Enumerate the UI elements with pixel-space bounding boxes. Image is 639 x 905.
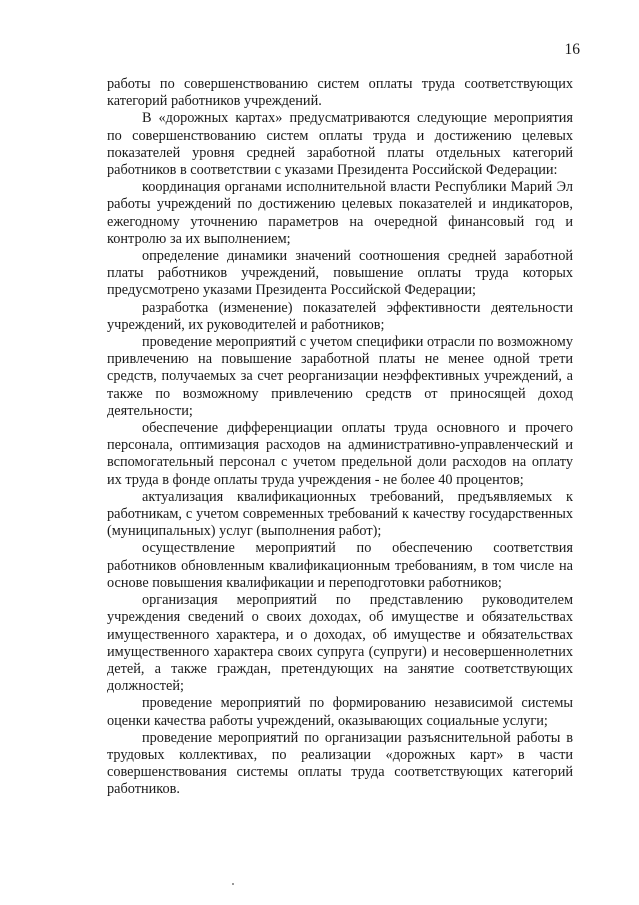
paragraph-continuation: работы по совершенствованию систем оплаты труда соответствующих категорий работников учреждений. — [107, 76, 573, 110]
body-text — [107, 76, 573, 799]
paragraph-funding-measures: проведение мероприятий с учетом специфики отрасли по возможному привлечению на повышение заработной платы не менее одной трети средств, получаемых за счет реорганизации неэффективных учреждений, а также по возможному привлечению средств от приносящей доход деятельности; — [107, 334, 573, 419]
paragraph-pay-differentiation: обеспечение дифференциации оплаты труда основного и прочего персонала, оптимизация расходов на административно-управленческий и вспомогательный персонал с учетом предельной доли расходов на оплату их труда в фонде оплаты труда учреждения - не более 40 процентов; — [107, 420, 573, 488]
paragraph-coordination: координация органами исполнительной власти Республики Марий Эл работы учреждений по достижению целевых показателей и индикаторов, ежегодному уточнению параметров на очередной финансовый год и контролю за их выполнением; — [107, 179, 573, 247]
paragraph-performance-indicators: разработка (изменение) показателей эффективности деятельности учреждений, их руководителей и работников; — [107, 299, 573, 333]
paragraph-qualification-compliance: осуществление мероприятий по обеспечению соответствия работников обновленным квалификационным требованиям, в том числе на основе повышения квалификации и переподготовки работников; — [107, 540, 573, 591]
paragraph-quality-assessment: проведение мероприятий по формированию независимой системы оценки качества работы учреждений, оказывающих социальные услуги; — [107, 695, 573, 729]
scan-artifact-dot — [232, 883, 234, 885]
paragraph-income-disclosure: организация мероприятий по представлению руководителем учреждения сведений о своих доходах, об имуществе и обязательствах имущественного характера, и о доходах, об имуществе и обязательствах имущественного характера своих супруга (супруги) и несовершеннолетних детей, а также граждан, претендующих на занятие соответствующих должностей; — [107, 592, 573, 695]
paragraph-roadmap-intro: В «дорожных картах» предусматриваются следующие мероприятия по совершенствованию систем оплаты труда и достижению целевых показателей уровня средней заработной платы отдельных категорий работников в соответствии с указами Президента Российской Федерации: — [107, 110, 573, 179]
paragraph-explanatory-work: проведение мероприятий по организации разъяснительной работы в трудовых коллективах, по реализации «дорожных карт» в части совершенствования системы оплаты труда соответствующих категорий работников. — [107, 729, 573, 798]
paragraph-salary-ratio: определение динамики значений соотношения средней заработной платы работников учреждений, повышение оплаты труда которых предусмотрено указами Президента Российской Федерации; — [107, 248, 573, 299]
page-number: 16 — [564, 41, 580, 58]
paragraph-qualification-requirements: актуализация квалификационных требований, предъявляемых к работникам, с учетом современных требований к качеству государственных (муниципальных) услуг (выполнения работ); — [107, 488, 573, 540]
